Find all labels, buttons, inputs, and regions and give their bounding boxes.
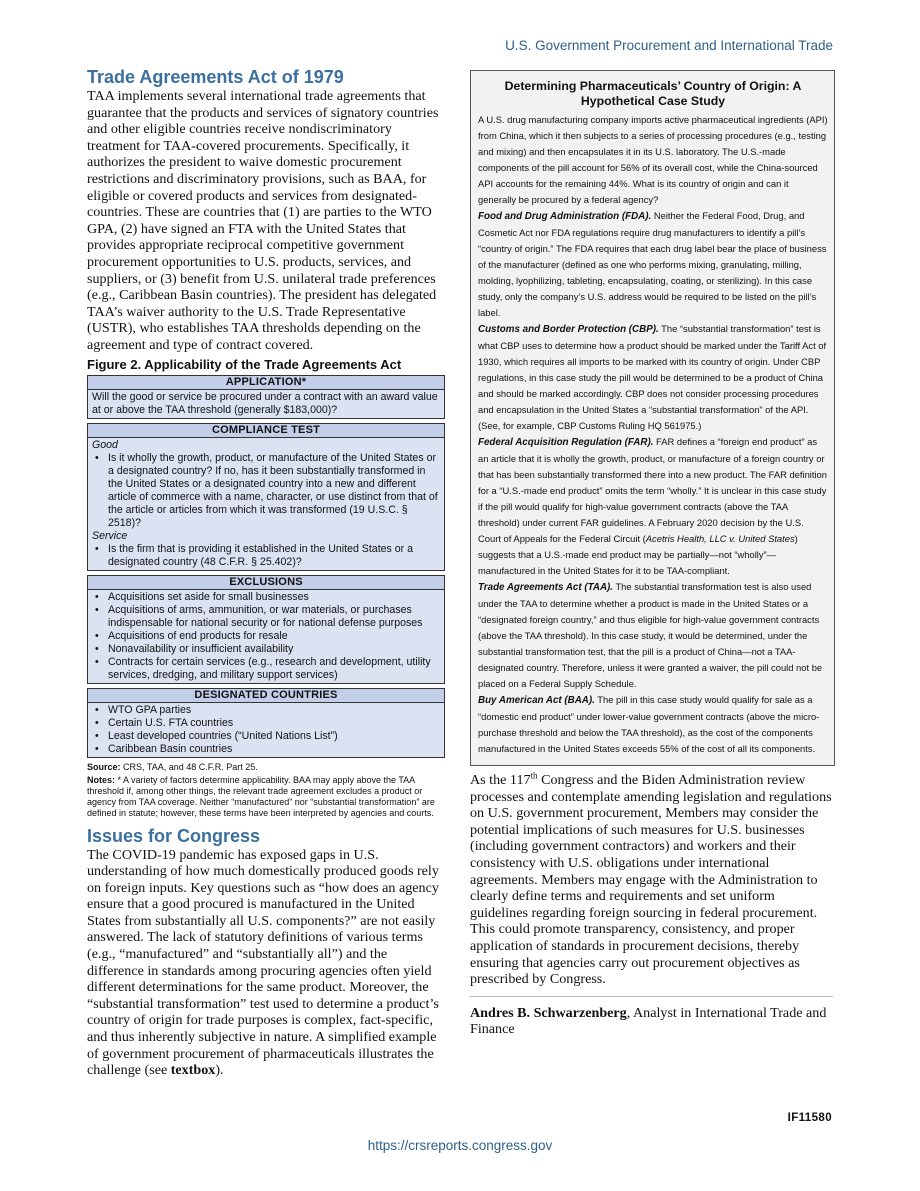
author-line [470,1005,833,1038]
notes-text: * A variety of factors determine applicability. BAA may apply above the TAA threshold if, among other things, the relevant trade agreement excludes a product or agency from TAA coverage. Neither “manufactured” nor “substantial transformation” are defined in statute; however, these terms have been interpreted by agencies and courts. [87,774,435,818]
designated-heading: DESIGNATED COUNTRIES [88,689,444,703]
right-column [470,70,833,1038]
case-citation: Acetris Health, LLC v. United States [645,533,795,544]
application-text: Will the good or service be procured under a contract with an award value at or above the TAA threshold (generally $183,000)? [92,390,438,416]
figure-title: Figure 2. Applicability of the Trade Agreements Act [87,356,402,372]
notes-label: Notes: [87,774,116,785]
issues-heading: Issues for Congress [87,825,261,846]
service-label: Service [92,529,128,542]
footer-url[interactable]: https://crsreports.congress.gov [367,1138,553,1153]
textbox-fda: Food and Drug Administration (FDA). Neither the Federal Food, Drug, and Cosmetic Act nor FDA regulations require drug manufacturers to identify a pill’s “country of origin.” The FDA requires that each drug label bear the place of business of the manufacturer (defined as one who performs mixing, granulating, milling, molding, lyophilizing, tableting, encapsulating, coating, or sterilizing). In this case study, only the company’s U.S. address would be required to be listed on the pill’s label. [478,210,827,318]
compliance-content [88,438,444,570]
textbox-taa: Trade Agreements Act (TAA). The substantial transformation test is also used under the TAA to determine whether a product is made in the United States or a “designated foreign country,” and thus eligible for high-value government contracts (above the TAA threshold). In this case study, it would be determined, under the substantial transformation test, that the pill is a product of China—not a TAA-designated country. Therefore, unless it were granted a waiver, the pill could not be placed on a Federal Supply Schedule. [478,581,823,689]
exclusion-item: • Acquisitions of end products for resale [92,630,440,643]
exclusion-item: • Acquisitions set aside for small businesses [92,591,440,604]
compliance-box [87,423,445,571]
application-heading: APPLICATION* [88,376,444,390]
textbox-title: Determining Pharmaceuticals’ Country of Origin: A Hypothetical Case Study [504,79,802,108]
source-label: Source: [87,761,121,772]
taa-paragraph: TAA implements several international trade agreements that guarantee that the products and services of signatory countries and other eligible countries receive nondiscriminatory treatment for TAA-covered procurements. Specifically, it authorizes the president to waive domestic procurement restrictions and discriminatory provisions, such as BAA, for eligible or covered products and services from designated-countries. These are countries that (1) are parties to the WTO GPA, (2) have signed an FTA with the United States that provides appropriate reciprocal competitive government procurement opportunities to U.S. products, services, and suppliers, or (3) benefit from U.S. unilateral trade preferences (e.g., Caribbean Basin countries). The president has delegated TAA’s waiver authority to the U.S. Trade Representative (USTR), who establishes TAA thresholds depending on the agreement and type of contract covered. [87,88,439,353]
designated-item: • WTO GPA parties [92,704,440,717]
exclusions-box [87,575,445,684]
figure-source [87,762,445,773]
textbox-cbp: Customs and Border Protection (CBP). The “substantial transformation” test is what CBP uses to determine how a product should be marked under the Tariff Act of 1930, which requires all imports to be marked with its country of origin. Under CBP regulations, in this case study the pill would be determined to be a product of China and should be marked accordingly. CBP does not consider processing procedures and encapsulation in the United States a “substantial transformation” of the API. (See, for example, CBP Customs Ruling HQ 561975.) [478,323,827,431]
exclusion-item: • Acquisitions of arms, ammunition, or war materials, or purchases indispensable for national security or for national defense purposes [92,604,440,630]
designated-item: • Certain U.S. FTA countries [92,717,440,730]
left-column [87,66,445,1079]
author-title: , Analyst in International Trade and Finance [470,1004,827,1038]
application-box [87,375,445,419]
textbox-baa: Buy American Act (BAA). The pill in this case study would qualify for sale as a “domestic end product” under lower-value government contracts (above the micro-purchase threshold and below the TAA threshold), as the cost of the components manufactured in the United States exceeds 55% of the cost of all its components. [478,694,820,754]
figure-notes [87,775,445,819]
good-label: Good [92,438,118,451]
textbox-intro: A U.S. drug manufacturing company imports active pharmaceutical ingredients (API) from China, which it then subjects to a series of processing procedures (e.g., testing and mixing) and then encapsulates it in its U.S. laboratory. The U.S.-made components of the pill account for 56% of its overall cost, while the China-sourced API accounts for the remaining 44%. What is its country of origin and can it generally be procured by a federal agency? [478,114,828,205]
author-name: Andres B. Schwarzenberg [470,1004,627,1021]
author-divider [470,996,833,997]
designated-item: • Caribbean Basin countries [92,743,440,756]
issues-paragraph: The COVID-19 pandemic has exposed gaps in U.S. understanding of how much domestically produced goods rely on foreign inputs. Key questions such as “how does an agency ensure that a good procured is manufactured in the United States from substantially all U.S. components?” are not easily answered. The lack of statutory definitions of various terms (e.g., “manufactured” and “substantially all”) and the difference in standards among procuring agencies often yield different determinations for the same product. Moreover, the “substantial transformation” test used to determine a product’s country of origin for trade purposes is complex, fact-specific, and thus inherently subjective in nature. A simplified example of government procurement of pharmaceuticals illustrates the challenge (see textbox). [87,846,439,1079]
case-study-textbox [470,70,835,766]
exclusion-item: • Nonavailability or insufficient availability [92,643,440,656]
designated-box [87,688,445,758]
compliance-heading: COMPLIANCE TEST [88,424,444,438]
textbox-reference: textbox [170,1062,216,1079]
textbox-far: Federal Acquisition Regulation (FAR). FAR defines a “foreign end product” as an article that it is wholly the growth, product, or manufacture of a foreign country or that has been substantially transformed there into a new product. The FAR definition for a “U.S.-made end product” omits the term “wholly.” It is unclear in this case study if the pill would qualify for high-value government contracts (above the TAA threshold) under current FAR guidelines. A February 2020 decision by the U.S. Court of Appeals for the Federal Circuit (Acetris Health, LLC v. United States) suggests that a U.S.-made end product may be partially—not “wholly”—manufactured in the United States for it to be TAA-compliant. [478,436,827,576]
running-header: U.S. Government Procurement and International Trade [505,38,833,53]
service-item: • Is the firm that is providing it established in the United States or a designated country (48 C.F.R. § 25.402)? [92,543,440,569]
exclusion-item: • Contracts for certain services (e.g., research and development, utility services, dredging, and military support services) [92,656,440,682]
designated-item: • Least developed countries (“United Nations List”) [92,730,440,743]
exclusions-heading: EXCLUSIONS [88,576,444,590]
good-item: • Is it wholly the growth, product, or manufacture of the United States or a designated country? If no, has it been substantially transformed in the United States or a designated country into a new and different article of commerce with a name, character, or use distinct from that of the article or articles from which it was transformed (19 U.S.C. § 2518)? [92,452,440,530]
document-id: IF11580 [787,1112,832,1124]
source-text: CRS, TAA, and 48 C.F.R. Part 25. [123,761,258,772]
taa-heading: Trade Agreements Act of 1979 [87,67,344,87]
congress-paragraph: As the 117th Congress and the Biden Administration review processes and contemplate amending legislation and regulations on U.S. government procurement, Members may consider the potential implications of such measures for U.S. businesses (including government contractors) and workers and their consistency with U.S. obligations under international agreements. Members may engage with the Administration to clearly define terms and requirements and set uniform guidelines regarding foreign sourcing in federal procurement. This could promote transparency, consistency, and proper application of standards in procurement decisions, thereby ensuring that agencies carry out procurement objectives as prescribed by Congress. [470,770,832,988]
